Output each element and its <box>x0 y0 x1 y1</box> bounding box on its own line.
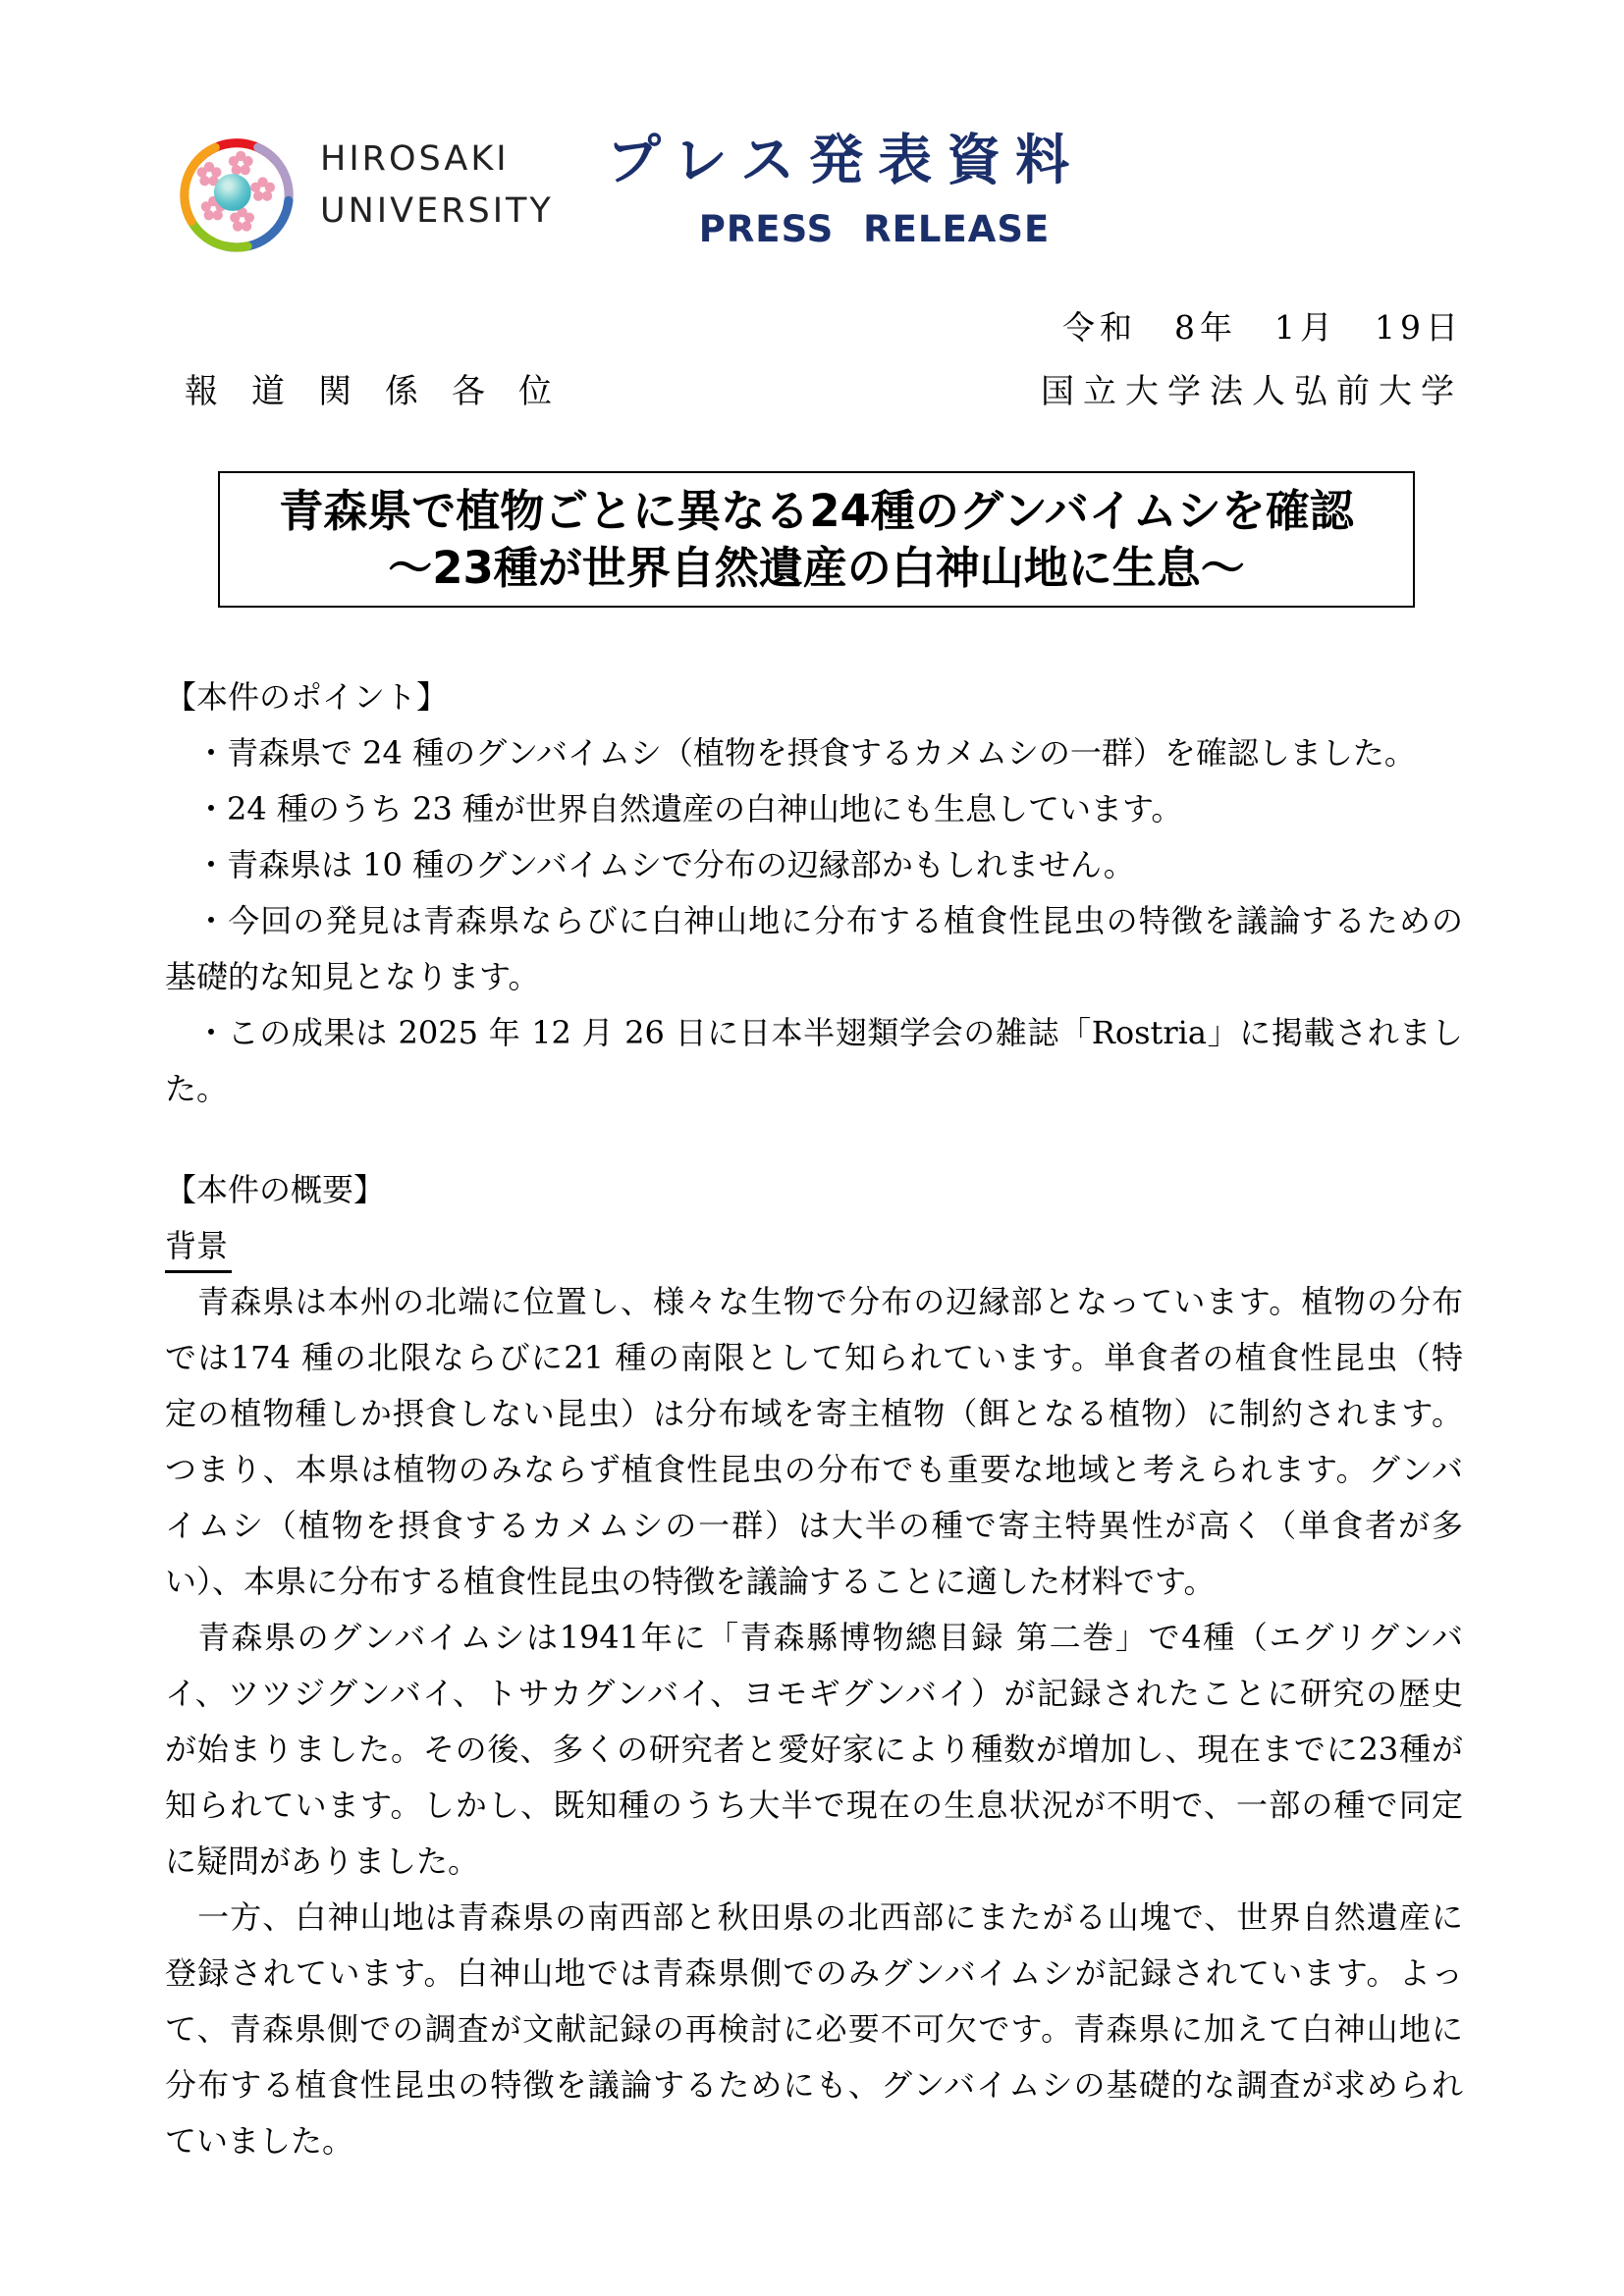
points-heading: 【本件のポイント】 <box>165 678 449 716</box>
press-release-title-en: PRESS RELEASE <box>698 208 1051 250</box>
background-heading-line <box>165 1218 1463 1274</box>
recipient-line: 報 道 関 係 各 位 <box>185 372 552 411</box>
text-line: 知られています。しかし、既知種のうち大半で現在の生息状況が不明で、一部の種で同定 <box>165 1787 1463 1824</box>
date-line: 令和 8年 1月 19日 <box>1062 308 1463 347</box>
text-line: 一方、白神山地は青森県の南西部と秋田県の北西部にまたがる山塊で、世界自然遺産に <box>165 1898 1463 1936</box>
logo-center-sphere-icon <box>214 174 251 211</box>
text-line: ・今回の発見は青森県ならびに白神山地に分布する植食性昆虫の特徴を議論するための <box>195 902 1463 939</box>
text-line: つまり、本県は植物のみならず植食性昆虫の分布でも重要な地域と考えられます。グンバ <box>165 1451 1463 1488</box>
text-line: イムシ（植物を摂食するカメムシの一群）は大半の種で寄主特異性が高く（単食者が多 <box>165 1507 1463 1544</box>
text-line: イ、ツツジグンバイ、トサカグンバイ、ヨモギグンバイ）が記録されたことに研究の歴史 <box>165 1675 1463 1712</box>
press-release-title-jp: プレス発表資料 <box>607 129 1085 191</box>
hirosaki-university-logo-icon <box>163 124 310 261</box>
background-label: 背景 <box>165 1221 232 1273</box>
background-paragraph-2 <box>165 1610 1463 1890</box>
summary-section <box>165 1162 1463 2169</box>
text-line: に疑問がありました。 <box>165 1842 480 1880</box>
university-wordmark-line2: UNIVERSITY <box>320 191 554 231</box>
text-line: 基礎的な知見となります。 <box>165 958 540 995</box>
text-line: 青森県のグンバイムシは1941年に「青森縣博物總目録 第二巻」で4種（エグリグンバ <box>165 1619 1463 1656</box>
headline-line2: ～23種が世界自然遺産の白神山地に生息～ <box>388 542 1245 594</box>
organization-line: 国立大学法人弘前大学 <box>1041 372 1463 411</box>
summary-heading: 【本件の概要】 <box>165 1171 386 1208</box>
text-line: て、青森県側での調査が文献記録の再検討に必要不可欠です。青森県に加えて白神山地に <box>165 2010 1463 2048</box>
text-line: ていました。 <box>165 2122 354 2160</box>
university-wordmark-line1: HIROSAKI <box>320 139 510 179</box>
text-line: 登録されています。白神山地では青森県側でのみグンバイムシが記録されています。よっ <box>165 1954 1463 1992</box>
text-line: ・青森県で 24 種のグンバイムシ（植物を摂食するカメムシの一群）を確認しました。 <box>195 734 1416 772</box>
text-line: では174 種の北限ならびに21 種の南限として知られています。単食者の植食性昆虫（特 <box>165 1339 1463 1376</box>
points-lines <box>165 725 1463 1117</box>
text-line: が始まりました。その後、多くの研究者と愛好家により種数が増加し、現在までに23種が <box>165 1731 1463 1768</box>
text-line: ・この成果は 2025 年 12 月 26 日に日本半翅類学会の雑誌「Rostria」に掲載されまし <box>195 1014 1463 1051</box>
text-line: 分布する植食性昆虫の特徴を議論するためにも、グンバイムシの基礎的な調査が求められ <box>165 2066 1463 2104</box>
text-line: 青森県は本州の北端に位置し、様々な生物で分布の辺縁部となっています。植物の分布 <box>165 1283 1463 1320</box>
text-line: た。 <box>165 1070 229 1107</box>
university-wordmark <box>320 133 554 238</box>
headline-line1: 青森県で植物ごとに異なる24種のグンバイムシを確認 <box>279 485 1354 537</box>
background-paragraph-1 <box>165 1274 1463 1610</box>
background-paragraph-3 <box>165 1890 1463 2169</box>
text-line: い）、本県に分布する植食性昆虫の特徴を議論することに適した材料です。 <box>165 1563 1216 1600</box>
text-line: ・24 種のうち 23 種が世界自然遺産の白神山地にも生息しています。 <box>195 790 1183 828</box>
headline-box <box>218 471 1415 608</box>
points-section <box>165 669 1463 1117</box>
text-line: ・青森県は 10 種のグンバイムシで分布の辺縁部かもしれません。 <box>195 846 1135 883</box>
text-line: 定の植物種しか摂食しない昆虫）は分布域を寄主植物（餌となる植物）に制約されます。 <box>165 1395 1463 1432</box>
